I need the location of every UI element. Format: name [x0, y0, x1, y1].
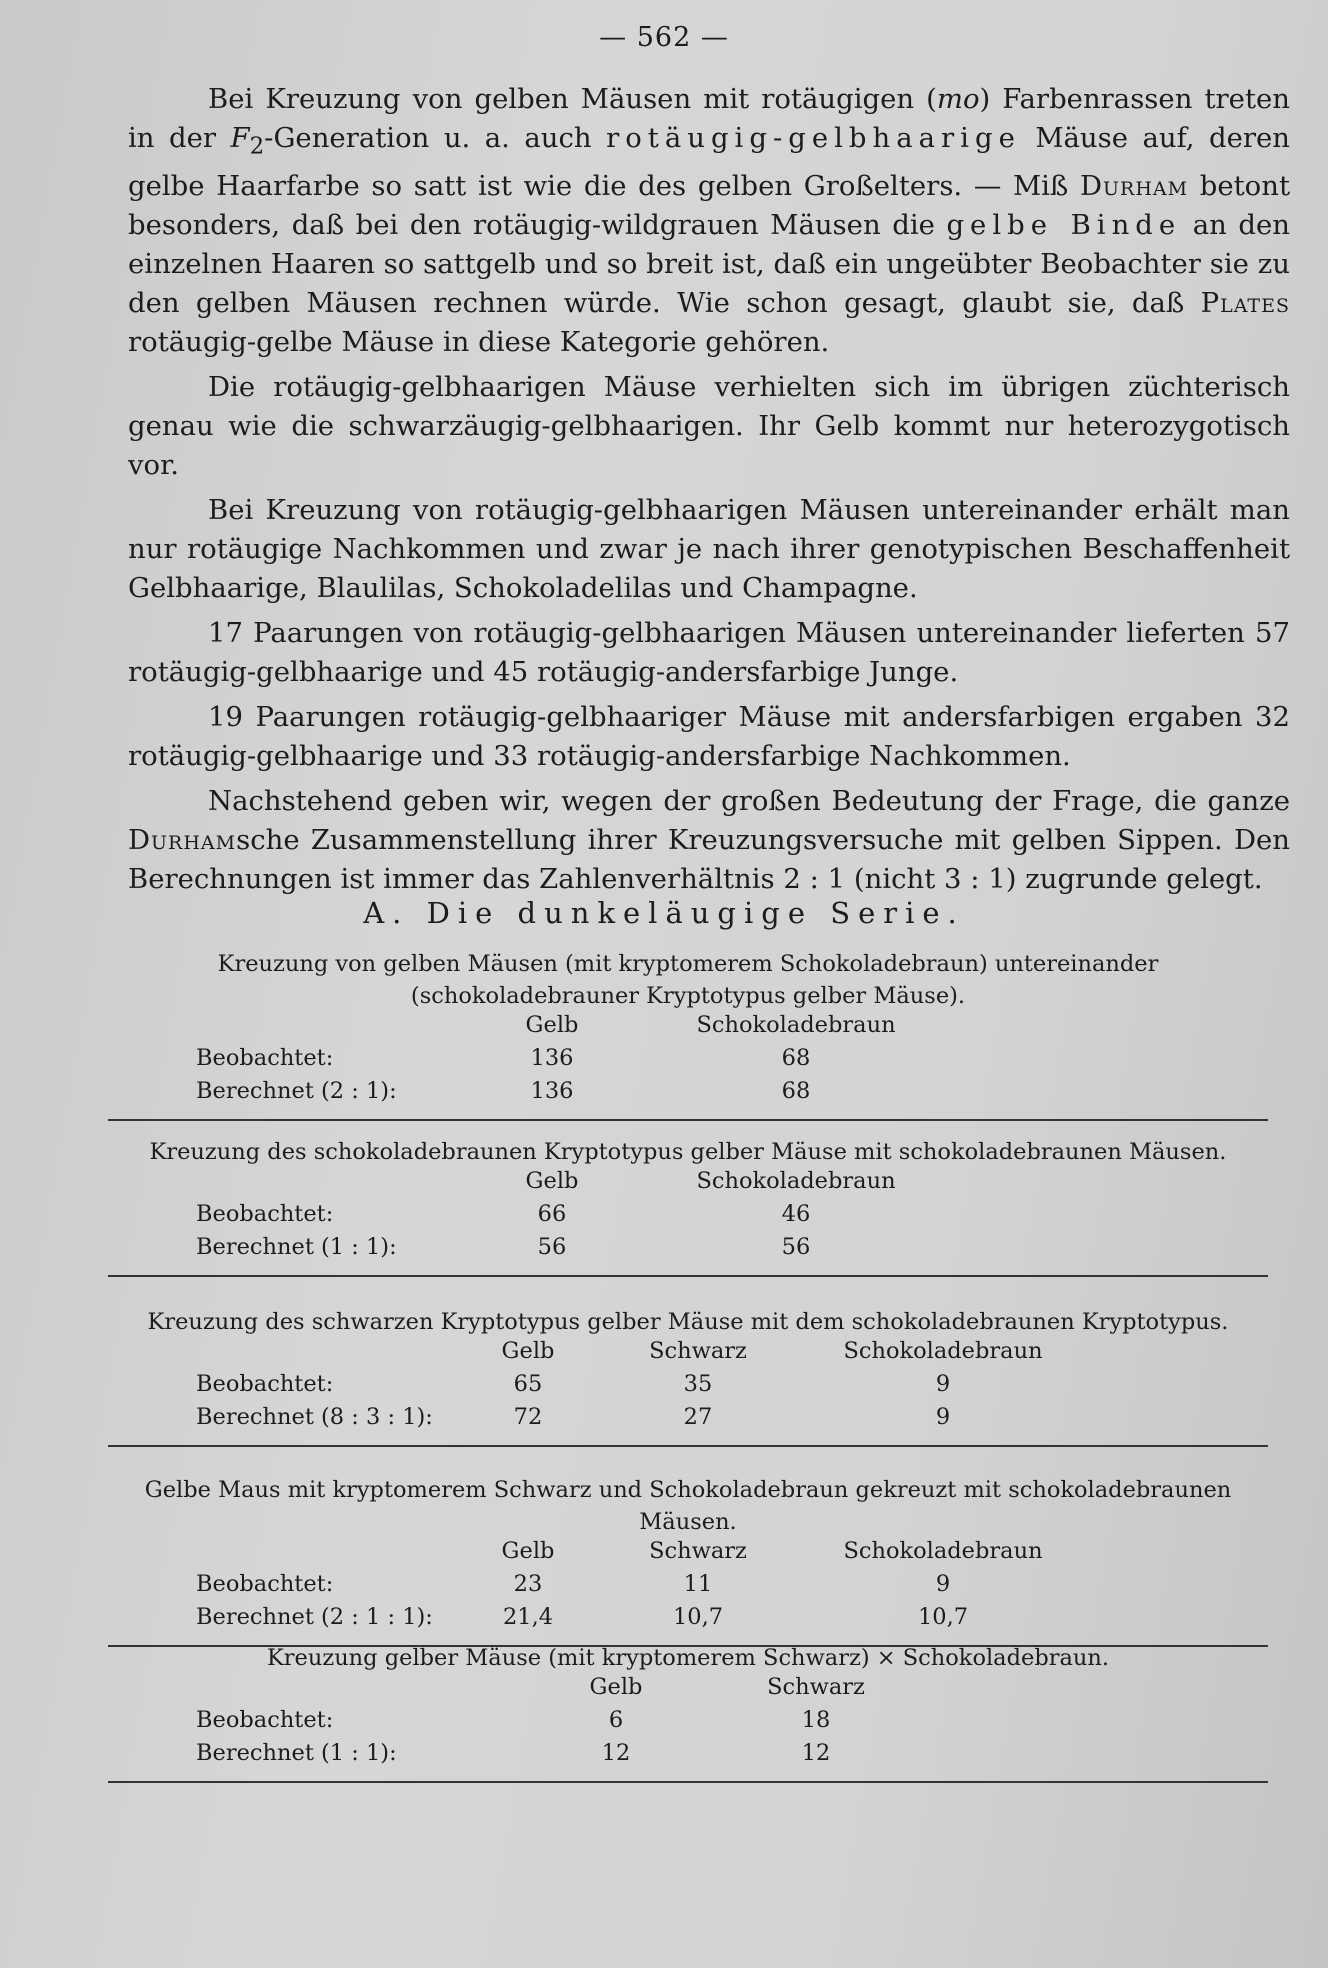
paragraph: [128, 368, 1290, 485]
text-run: an den einzelnen Haaren so sattgelb und so breit ist, daß ein ungeübter Beobachter sie zu den gelben Mäusen rechnen würde. Wie schon gesagt, glaubt sie, daß: [128, 208, 1290, 319]
series-title: A. Die dunkeläugige Serie.: [363, 896, 965, 930]
table-caption: Kreuzung gelber Mäuse (mit kryptomerem Schwarz) × Schokoladebraun.: [266, 1645, 1110, 1671]
text-run: Durham: [1079, 169, 1189, 202]
table-row: [108, 1371, 1268, 1404]
cell-value: 56: [537, 1234, 567, 1260]
table-caption: (schokoladebrauner Kryptotypus gelber Mäuse).: [410, 983, 966, 1009]
paragraph: [128, 782, 1290, 899]
text-run: gelbe Binde: [946, 208, 1182, 241]
cell-value: 12: [601, 1740, 631, 1766]
column-header: Schwarz: [767, 1674, 865, 1700]
cell-value: 23: [513, 1571, 543, 1597]
table-divider: [108, 1445, 1268, 1447]
column-header: Gelb: [501, 1338, 555, 1364]
cell-value: 66: [537, 1201, 567, 1227]
row-label: Beobachtet:: [196, 1201, 334, 1227]
text-run: betont besonders, daß bei den rotäugig-wildgrauen Mäusen die: [128, 169, 1290, 241]
cell-value: 68: [781, 1045, 811, 1071]
cell-value: 9: [935, 1371, 951, 1397]
paragraph: [128, 80, 1290, 362]
cell-value: 68: [781, 1078, 811, 1104]
text-run: Bei Kreuzung von rotäugig-gelbhaarigen Mäusen untereinander erhält man nur rotäugige Nachkommen und zwar je nach ihrer genotypischen Beschaffenheit Gelbhaarige, Blaulilas, Schokoladelilas und Champagne.: [128, 493, 1290, 604]
text-run: 2: [249, 133, 265, 160]
cell-value: 56: [781, 1234, 811, 1260]
table-divider: [108, 1781, 1268, 1783]
column-header: Gelb: [525, 1168, 579, 1194]
cell-value: 136: [530, 1045, 574, 1071]
table-header-row: [108, 1012, 1268, 1045]
cell-value: 11: [683, 1571, 713, 1597]
text-run: Durham: [128, 823, 237, 856]
column-header: Schokoladebraun: [696, 1012, 896, 1038]
cell-value: 10,7: [917, 1604, 969, 1630]
table-row: [108, 1604, 1268, 1637]
table-row: [108, 1234, 1268, 1267]
table-caption: Kreuzung des schokoladebraunen Kryptotypus gelber Mäuse mit schokoladebraunen Mäusen.: [149, 1139, 1227, 1165]
text-run: F: [230, 122, 250, 154]
cell-value: 9: [935, 1404, 951, 1430]
text-run: Nachstehend geben wir, wegen der großen Bedeutung der Frage, die ganze: [208, 784, 1290, 817]
row-label: Beobachtet:: [196, 1371, 334, 1397]
column-header: Gelb: [589, 1674, 643, 1700]
table-row: [108, 1201, 1268, 1234]
body-text: [128, 80, 1290, 905]
row-label: Berechnet (1 : 1):: [196, 1234, 397, 1260]
cell-value: 18: [801, 1707, 831, 1733]
cell-value: 27: [683, 1404, 713, 1430]
cross-table: [108, 1136, 1268, 1277]
cross-table: [108, 1306, 1268, 1447]
table-row: [108, 1740, 1268, 1773]
cell-value: 12: [801, 1740, 831, 1766]
row-label: Berechnet (2 : 1):: [196, 1078, 397, 1104]
text-run: Plates: [1200, 286, 1290, 319]
column-header: Schokoladebraun: [843, 1338, 1043, 1364]
table-row: [108, 1707, 1268, 1740]
cell-value: 9: [935, 1571, 951, 1597]
column-header: Gelb: [501, 1538, 555, 1564]
text-run: sche Zusammenstellung ihrer Kreuzungsversuche mit gelben Sippen. Den Berechnungen ist immer das Zahlenverhältnis 2 : 1 (nicht 3 : 1) zugrunde gelegt.: [128, 823, 1290, 895]
table-row: [108, 1404, 1268, 1437]
paragraph: [128, 614, 1290, 692]
table-divider: [108, 1119, 1268, 1121]
text-run: rotäugig-gelbe Mäuse in diese Kategorie gehören.: [128, 325, 830, 358]
table-header-row: [108, 1338, 1268, 1371]
paragraph: [128, 491, 1290, 608]
column-header: Schwarz: [649, 1338, 747, 1364]
table-header-row: [108, 1674, 1268, 1707]
table-row: [108, 1045, 1268, 1078]
row-label: Berechnet (8 : 3 : 1):: [196, 1404, 433, 1430]
column-header: Schwarz: [649, 1538, 747, 1564]
cell-value: 72: [513, 1404, 543, 1430]
text-run: Bei Kreuzung von gelben Mäusen mit rotäugigen (: [208, 83, 937, 115]
table-row: [108, 1078, 1268, 1111]
cell-value: 136: [530, 1078, 574, 1104]
cell-value: 10,7: [672, 1604, 724, 1630]
cross-table: [108, 1642, 1268, 1783]
table-divider: [108, 1275, 1268, 1277]
cell-value: 6: [608, 1707, 624, 1733]
column-header: Schokoladebraun: [843, 1538, 1043, 1564]
row-label: Beobachtet:: [196, 1707, 334, 1733]
table-caption: Gelbe Maus mit kryptomerem Schwarz und Schokoladebraun gekreuzt mit schokoladebraunen Mäusen.: [144, 1477, 1232, 1535]
cell-value: 21,4: [502, 1604, 554, 1630]
page-number: — 562 —: [599, 22, 729, 53]
row-label: Beobachtet:: [196, 1045, 334, 1071]
cell-value: 65: [513, 1371, 543, 1397]
cross-table: [108, 1474, 1268, 1647]
table-caption: Kreuzung von gelben Mäusen (mit kryptomerem Schokoladebraun) untereinander: [217, 951, 1159, 977]
column-header: Schokoladebraun: [696, 1168, 896, 1194]
row-label: Berechnet (2 : 1 : 1):: [196, 1604, 433, 1630]
paragraph: [128, 698, 1290, 776]
text-run: 17 Paarungen von rotäugig-gelbhaarigen Mäusen untereinander lieferten 57 rotäugig-gelbhaarige und 45 rotäugig-andersfarbige Junge.: [128, 616, 1290, 688]
text-run: ) Farbenrassen treten in der: [128, 83, 1290, 154]
table-header-row: [108, 1168, 1268, 1201]
cell-value: 35: [683, 1371, 713, 1397]
text-run: Mäuse auf, deren gelbe Haarfarbe so satt ist wie die des gelben Großelters. — Miß: [128, 122, 1291, 202]
table-caption: Kreuzung des schwarzen Kryptotypus gelber Mäuse mit dem schokoladebraunen Kryptotypus.: [147, 1309, 1229, 1335]
row-label: Beobachtet:: [196, 1571, 334, 1597]
table-header-row: [108, 1538, 1268, 1571]
text-run: mo: [936, 83, 980, 115]
text-run: Die rotäugig-gelbhaarigen Mäuse verhielten sich im übrigen züchterisch genau wie die schwarzäugig-gelbhaarigen. Ihr Gelb kommt nur heterozygotisch vor.: [128, 370, 1290, 481]
text-run: 19 Paarungen rotäugig-gelbhaariger Mäuse mit andersfarbigen ergaben 32 rotäugig-gelbhaarige und 33 rotäugig-andersfarbige Nachkommen.: [128, 700, 1290, 772]
text-run: -Generation u. a. auch: [264, 122, 607, 154]
cell-value: 46: [781, 1201, 811, 1227]
text-run: rotäugig-gelbhaarige: [606, 122, 1021, 154]
row-label: Berechnet (1 : 1):: [196, 1740, 397, 1766]
cross-table: [108, 948, 1268, 1121]
column-header: Gelb: [525, 1012, 579, 1038]
table-row: [108, 1571, 1268, 1604]
